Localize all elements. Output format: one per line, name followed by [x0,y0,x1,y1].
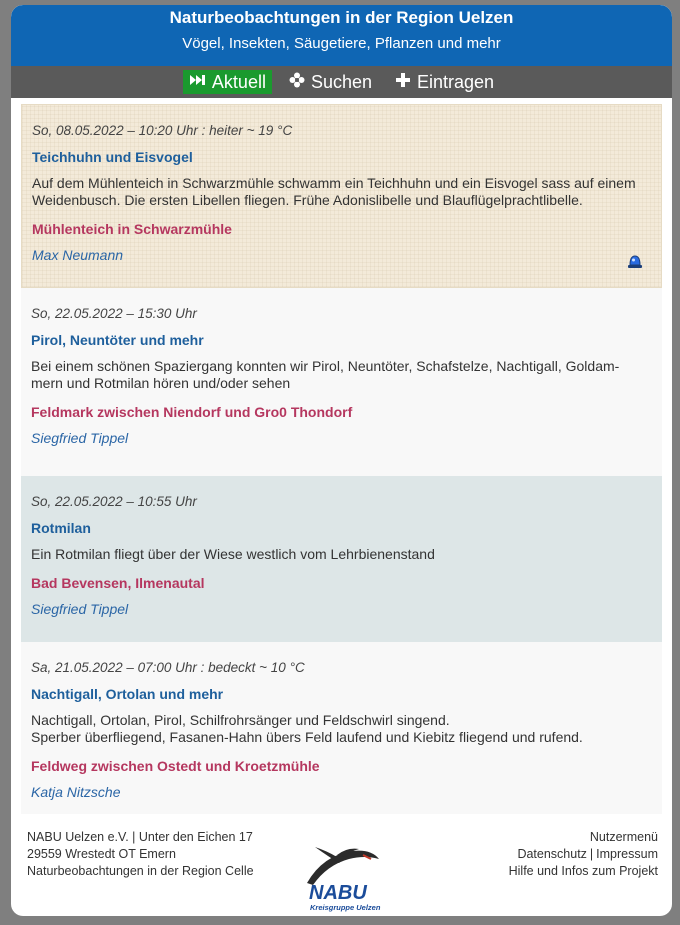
site-subtitle: Vögel, Insekten, Säugetiere, Pflanzen und mehr [182,35,501,52]
entry-title[interactable]: Teichhuhn und Eisvogel [32,149,193,165]
entry-text-line: Auf dem Mühlenteich in Schwarzmühle schwamm ein Teichhuhn und ein Eisvogel sass auf einem [32,175,636,191]
footer-address-line: NABU Uelzen e.V. | Unter den Eichen 17 [27,830,253,844]
footer-link-impressum[interactable]: Impressum [596,847,658,861]
entry-title[interactable]: Pirol, Neuntöter und mehr [31,332,204,348]
entry-author[interactable]: Katja Nitzsche [31,784,121,800]
flower-icon [288,72,306,92]
entry-author[interactable]: Max Neumann [32,247,124,263]
observation-entry[interactable] [21,642,662,814]
footer-link-datenschutz[interactable]: Datenschutz [517,847,587,861]
entry-author[interactable]: Siegfried Tippel [31,601,129,617]
observation-entry[interactable] [21,104,662,288]
footer-link-hilfe[interactable]: Hilfe und Infos zum Projekt [508,864,658,878]
nav-eintragen[interactable] [388,70,500,94]
entry-text [31,358,652,392]
entry-text-line: Weidenbusch. Die ersten Libellen fliegen. Frühe Adonislibelle und Blauflügelprachtlibelle. [32,192,583,208]
footer-address [27,829,287,916]
main-nav [11,66,672,98]
entry-date: So, 08.05.2022 – 10:20 Uhr : heiter ~ 19 °C [32,123,293,138]
nabu-logo[interactable] [293,833,393,913]
entry-location[interactable]: Mühlenteich in Schwarzmühle [32,221,232,237]
plus-icon [394,73,412,91]
entry-date: So, 22.05.2022 – 15:30 Uhr [31,306,197,321]
entry-date: So, 22.05.2022 – 10:55 Uhr [31,494,197,509]
entry-text-line: Nachtigall, Ortolan, Pirol, Schilfrohrsänger und Feldschwirl singend. [31,712,450,728]
observation-entry[interactable] [21,288,662,476]
entry-text-line: Bei einem schönen Spaziergang konnten wir Pirol, Neuntöter, Schafstelze, Nachtigall, Goldam- [31,358,620,374]
entry-text [32,175,651,209]
entry-location[interactable]: Bad Bevensen, Ilmenautal [31,575,205,591]
observation-list [11,98,672,814]
entry-location[interactable]: Feldweg zwischen Ostedt und Kroetzmühle [31,758,320,774]
entry-text [31,712,652,746]
footer-separator: | [589,847,594,861]
footer-link-nutzermenue[interactable]: Nutzermenü [589,830,658,844]
photo-badge-icon[interactable] [627,253,643,269]
page-frame [11,5,672,916]
observation-entry[interactable] [21,476,662,642]
footer-legal [398,846,658,863]
entry-author[interactable]: Siegfried Tippel [31,430,129,446]
double-arrow-icon [189,73,207,91]
site-footer [11,823,672,916]
nav-suchen[interactable] [282,70,378,94]
nav-eintragen-label: Eintragen [417,71,495,92]
entry-text-line: Sperber überfliegend, Fasanen-Hahn übers Feld laufend und Kiebitz fliegend und rufend. [31,729,583,745]
nav-aktuell-label: Aktuell [211,71,266,92]
site-title: Naturbeobachtungen in der Region Uelzen [169,8,514,27]
footer-address-line: 29559 Wrestedt OT Emern [27,847,176,861]
logo-subtext: Kreisgruppe Uelzen [309,903,380,912]
entry-location[interactable]: Feldmark zwischen Niendorf und Gro0 Thondorf [31,404,353,420]
footer-address-line: Naturbeobachtungen in der Region Celle [27,864,254,878]
site-header [11,5,672,66]
entry-title[interactable]: Nachtigall, Ortolan und mehr [31,686,224,702]
entry-title[interactable]: Rotmilan [31,520,91,536]
nav-aktuell[interactable] [183,70,272,94]
entry-text [31,546,652,563]
entry-date: Sa, 21.05.2022 – 07:00 Uhr : bedeckt ~ 10 °C [31,660,305,675]
logo-text: NABU [308,882,367,904]
nav-suchen-label: Suchen [310,71,373,92]
entry-text-line: Ein Rotmilan fliegt über der Wiese westlich vom Lehrbienenstand [31,546,435,562]
entry-text-line: mern und Rotmilan hören und/oder sehen [31,375,291,391]
footer-links [398,829,658,916]
